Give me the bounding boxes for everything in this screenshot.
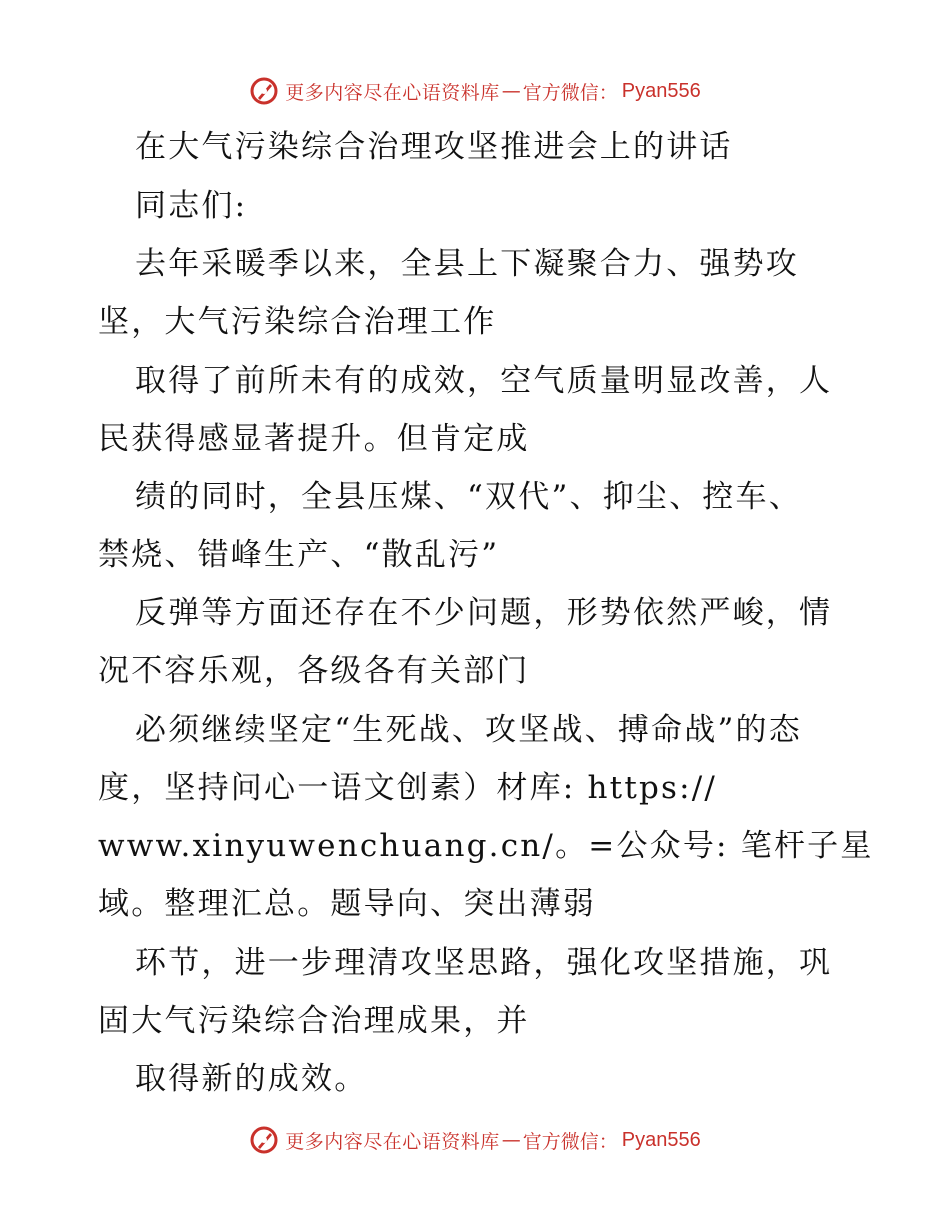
text-line: 民获得感显著提升。但肯定成 (98, 421, 530, 457)
text-line: 反弹等方面还存在不少问题，形势依然严峻，情 (135, 595, 833, 631)
text-line: 绩的同时，全县压煤、“双代”、抑尘、控车、 (135, 479, 802, 515)
text-line: 域。整理汇总。题导向、突出薄弱 (98, 886, 596, 922)
banner-wechat-label: 官方微信： (522, 81, 618, 104)
footer-banner (0, 1118, 950, 1162)
header-banner (0, 69, 950, 113)
banner-account: Pyan556 (621, 79, 701, 102)
text-line: 坚，大气污染综合治理工作 (98, 304, 497, 340)
quill-circle-logo-icon (249, 76, 279, 106)
text-line: www.xinyuwenchuang.cn/。=公众号: 笔杆子星 (98, 828, 874, 864)
banner-site-text: 更多内容尽在心语资料库 (285, 1130, 500, 1153)
banner-wechat-label: 官方微信： (522, 1130, 618, 1153)
salutation: 同志们: (135, 188, 248, 224)
text-line: 取得了前所未有的成效，空气质量明显改善，人 (135, 363, 833, 399)
banner-account: Pyan556 (621, 1128, 701, 1151)
text-line: 况不容乐观，各级各有关部门 (98, 653, 530, 689)
text-line: 去年采暖季以来，全县上下凝聚合力、强势攻 (135, 246, 799, 282)
document-title: 在大气污染综合治理攻坚推进会上的讲话 (135, 129, 733, 165)
text-line: 度，坚持问心一语文创素）材库: https:// (98, 770, 718, 806)
text-line: 取得新的成效。 (135, 1061, 368, 1097)
quill-circle-logo-icon (249, 1125, 279, 1155)
text-line: 环节，进一步理清攻坚思路，强化攻坚措施，巩 (135, 945, 833, 981)
text-line: 禁烧、错峰生产、“散乱污” (98, 537, 500, 573)
text-line: 固大气污染综合治理成果，并 (98, 1003, 530, 1039)
banner-separator: — (501, 1129, 521, 1151)
banner-separator: — (501, 80, 521, 102)
text-line: 必须继续坚定“生死战、攻坚战、搏命战”的态 (135, 712, 802, 748)
banner-site-text: 更多内容尽在心语资料库 (285, 81, 500, 104)
